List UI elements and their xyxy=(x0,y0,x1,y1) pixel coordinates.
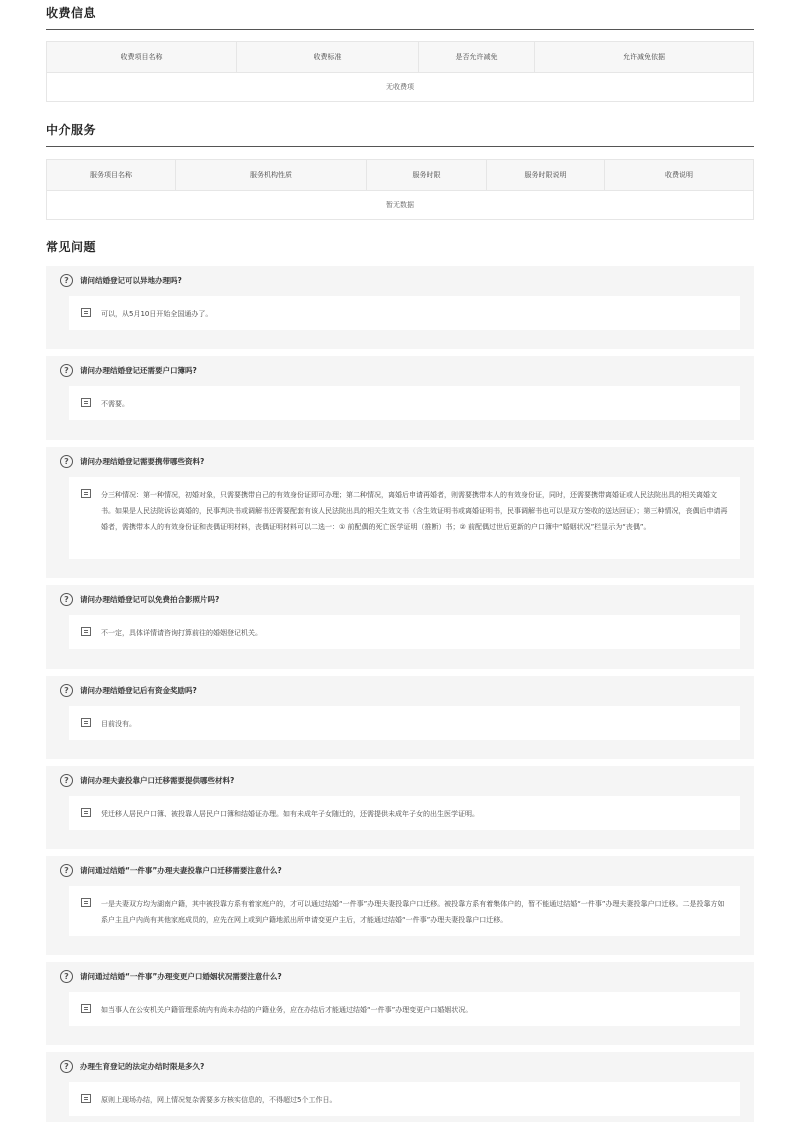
fees-col-name: 收费项目名称 xyxy=(47,42,237,72)
question-icon: ? xyxy=(60,1060,73,1073)
agency-col-nature: 服务机构性质 xyxy=(176,160,367,190)
faq-answer xyxy=(69,706,740,740)
question-icon: ? xyxy=(60,593,73,606)
question-icon: ? xyxy=(60,274,73,287)
faq-question: 请问办理夫妻投靠户口迁移需要提供哪些材料? xyxy=(80,776,235,785)
agency-col-fee-desc: 收费说明 xyxy=(665,171,693,179)
faq-item xyxy=(46,585,754,669)
faq-answer-text: 原则上现场办结，网上情况复杂需要多方核实信息的，不得超过5个工作日。 xyxy=(101,1096,337,1104)
faq-item xyxy=(46,1052,754,1122)
faq-item xyxy=(46,766,754,849)
agency-section-title: 中介服务 xyxy=(46,123,97,137)
faq-question: 请问通过结婚“一件事”办理变更户口婚姻状况需要注意什么? xyxy=(80,972,282,981)
faq-answer-text: 分三种情况：第一种情况，初婚对象，只需要携带自己的有效身份证即可办理；第二种情况，离婚后申请再婚者，则需要携带本人的有效身份证，同时，还需要携带离婚证或人民法院出具的相关离婚文书。如果是人民法院诉讼离婚的，民事判决书或调解书还需要配套有该人民法院出具的相关生效文书（含生效证明书或离婚证明书，民事调解书也可以是双方签收的送达回证）；第三种情况，丧偶后申请再婚者，需携带本人的有效身份证和丧偶证明材料，丧偶证明材料可以二选一：① 前配偶的死亡医学证明（推断）书；② 前配偶过世后更新的户口簿中“婚姻状况”栏显示为“丧偶”。 xyxy=(101,491,728,531)
faq-question: 办理生育登记的法定办结时限是多久? xyxy=(80,1062,205,1071)
answer-icon xyxy=(81,718,91,727)
fees-empty-row: 无收费项 xyxy=(386,83,414,91)
faq-item xyxy=(46,676,754,759)
faq-item xyxy=(46,447,754,578)
faq-answer-text: 可以，从5月10日开始全国通办了。 xyxy=(101,310,213,318)
agency-divider xyxy=(46,146,754,147)
faq-answer xyxy=(69,886,740,936)
answer-icon xyxy=(81,898,91,907)
faq-answer-text: 不一定，具体详情请咨询打算前往的婚姻登记机关。 xyxy=(101,629,262,637)
faq-answer xyxy=(69,1082,740,1116)
fees-col-reducible: 是否允许减免 xyxy=(419,42,535,72)
question-icon: ? xyxy=(60,864,73,877)
faq-item xyxy=(46,962,754,1045)
faq-item xyxy=(46,856,754,955)
question-icon: ? xyxy=(60,970,73,983)
faq-answer xyxy=(69,796,740,830)
question-icon: ? xyxy=(60,684,73,697)
answer-icon xyxy=(81,398,91,407)
faq-question: 请问通过结婚“一件事”办理夫妻投靠户口迁移需要注意什么? xyxy=(80,866,282,875)
faq-answer xyxy=(69,386,740,420)
faq-item xyxy=(46,356,754,440)
faq-answer xyxy=(69,296,740,330)
fees-table xyxy=(46,41,754,102)
faq-answer-text: 一是夫妻双方均为湖南户籍，其中被投靠方系有着家庭户的，才可以通过结婚“一件事”办理夫妻投靠户口迁移。被投靠方系有着集体户的，暂不能通过结婚“一件事”办理夫妻投靠户口迁移。二是投靠方如系户主且户内尚有其他家庭成员的，应先在网上或到户籍地派出所申请变更户主后，才能通过结婚“一件事”办理夫妻投靠户口迁移。 xyxy=(101,900,725,924)
faq-answer-text: 如当事人在公安机关户籍管理系统内有尚未办结的户籍业务，应在办结后才能通过结婚“一件事”办理变更户口婚姻状况。 xyxy=(101,1006,473,1014)
agency-table-header xyxy=(47,160,753,191)
faq-answer xyxy=(69,477,740,559)
question-icon: ? xyxy=(60,455,73,468)
answer-icon xyxy=(81,627,91,636)
fees-section-title: 收费信息 xyxy=(46,6,97,20)
answer-icon xyxy=(81,1094,91,1103)
faq-answer-text: 凭迁移人居民户口簿、被投靠人居民户口簿和结婚证办理。如有未成年子女随迁的，还需提供未成年子女的出生医学证明。 xyxy=(101,810,479,818)
agency-col-time: 服务时限 xyxy=(367,160,487,190)
answer-icon xyxy=(81,1004,91,1013)
faq-answer xyxy=(69,615,740,649)
agency-table xyxy=(46,159,754,220)
fees-col-standard: 收费标准 xyxy=(237,42,419,72)
faq-answer xyxy=(69,992,740,1026)
faq-question: 请问办理结婚登记需要携带哪些资料? xyxy=(80,457,205,466)
agency-empty-row: 暂无数据 xyxy=(386,201,414,209)
faq-question: 请问办理结婚登记可以免费拍合影照片吗? xyxy=(80,595,220,604)
faq-question: 请问办理结婚登记还需要户口簿吗? xyxy=(80,366,197,375)
faq-answer-text: 不需要。 xyxy=(101,400,129,408)
fees-col-basis: 允许减免依据 xyxy=(623,53,665,61)
question-icon: ? xyxy=(60,364,73,377)
agency-col-name: 服务项目名称 xyxy=(47,160,176,190)
agency-col-time-desc: 服务时限说明 xyxy=(487,160,605,190)
faq-question: 请问办理结婚登记后有资金奖励吗? xyxy=(80,686,197,695)
faq-section-title: 常见问题 xyxy=(46,240,97,254)
answer-icon xyxy=(81,308,91,317)
answer-icon xyxy=(81,489,91,498)
answer-icon xyxy=(81,808,91,817)
faq-question: 请问结婚登记可以异地办理吗? xyxy=(80,276,182,285)
question-icon: ? xyxy=(60,774,73,787)
fees-table-header xyxy=(47,42,753,73)
faq-answer-text: 目前没有。 xyxy=(101,720,136,728)
faq-item xyxy=(46,266,754,349)
fees-divider xyxy=(46,29,754,30)
